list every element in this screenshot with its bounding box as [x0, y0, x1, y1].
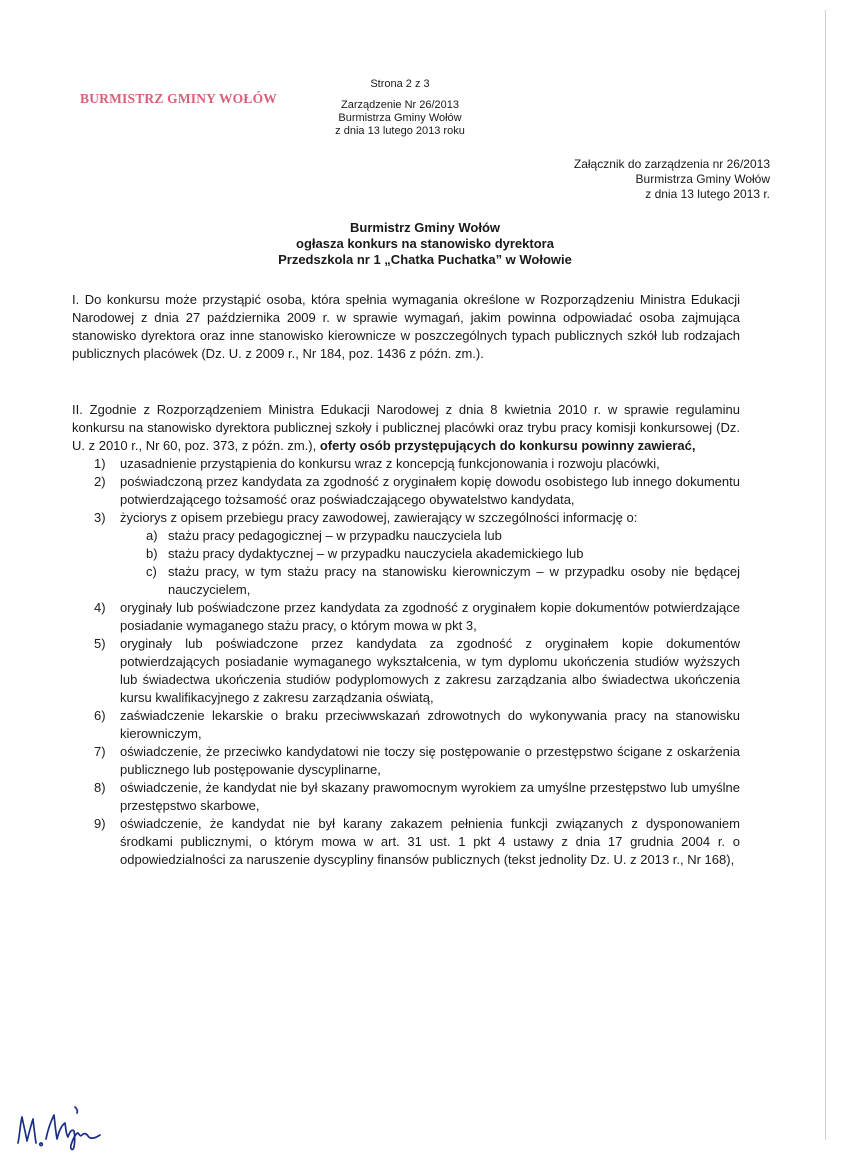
list-item: [72, 815, 740, 869]
order-date: z dnia 13 lutego 2013 roku: [335, 125, 465, 137]
handwritten-signature: [14, 1103, 124, 1153]
attachment-line-2: Burmistrza Gminy Wołów: [635, 172, 770, 186]
list-item-text: zaświadczenie lekarskie o braku przeciwwskazań zdrowotnych do wykonywania pracy na stanowisku kierowniczym,: [120, 708, 740, 741]
announcement-title: [80, 220, 770, 268]
sub-list: [120, 527, 740, 599]
list-number: 5): [94, 636, 106, 651]
attachment-note: [574, 157, 770, 202]
title-line-1: Burmistrz Gminy Wołów: [350, 220, 500, 235]
list-item: [72, 707, 740, 743]
order-number: Zarządzenie Nr 26/2013: [340, 99, 459, 111]
section-2: [72, 401, 740, 869]
sub-list-item: [120, 527, 740, 545]
sub-list-letter: c): [146, 564, 157, 579]
document-header: [300, 78, 500, 138]
list-item: [72, 473, 740, 509]
scan-edge-line: [825, 10, 826, 1140]
order-issuer: Burmistrza Gminy Wołów: [338, 112, 462, 124]
page-number: Strona 2 z 3: [370, 78, 430, 90]
sub-list-item-text: stażu pracy pedagogicznej – w przypadku nauczyciela lub: [168, 528, 502, 543]
list-item-text: oświadczenie, że kandydat nie był karany zakazem pełnienia funkcji związanych z dysponowaniem środkami publicznymi, o którym mowa w art. 31 ust. 1 pkt 4 ustawy z dnia 17 grudnia 2004 r. o odpowiedzialności za naruszenie dyscypliny finansów publicznych (tekst jednolity Dz. U. z 2013 r., Nr 168),: [120, 816, 740, 867]
section-1-paragraph: I. Do konkursu może przystąpić osoba, która spełnia wymagania określone w Rozporządzeniu Ministra Edukacji Narodowej z dnia 27 października 2009 r. w sprawie wymagań, jakim powinna odpowiadać osoba zajmująca stanowisko dyrektora oraz inne stanowisko kierownicze w poszczególnych typach publicznych szkół lub rodzajach publicznych placówek (Dz. U. z 2009 r., Nr 184, poz. 1436 z późn. zm.).: [72, 292, 740, 361]
attachment-line-3: z dnia 13 lutego 2013 r.: [645, 187, 770, 201]
list-item: [72, 635, 740, 707]
list-item-text: oryginały lub poświadczone przez kandydata za zgodność z oryginałem kopie dokumentów potwierdzających posiadanie wymaganego wykształcenia, w tym dyplomu ukończenia studiów wyższych lub świadectwa ukończenia studiów podyplomowych z zakresu zarządzania albo świadectwa ukończenia kursu kwalifikacyjnego z zakresu zarządzania oświatą,: [120, 636, 740, 705]
list-number: 7): [94, 744, 106, 759]
list-item: [72, 509, 740, 599]
list-number: 4): [94, 600, 106, 615]
list-number: 1): [94, 456, 106, 471]
sub-list-item-text: stażu pracy dydaktycznej – w przypadku nauczyciela akademickiego lub: [168, 546, 584, 561]
list-number: 3): [94, 510, 106, 525]
title-line-3: Przedszkola nr 1 „Chatka Puchatka” w Wołowie: [278, 252, 572, 267]
list-number: 8): [94, 780, 106, 795]
title-line-2: ogłasza konkurs na stanowisko dyrektora: [296, 236, 554, 251]
attachment-line-1: Załącznik do zarządzenia nr 26/2013: [573, 157, 770, 171]
section-2-intro-text: II. Zgodnie z Rozporządzeniem Ministra Edukacji Narodowej z dnia 8 kwietnia 2010 r. w sprawie regulaminu konkursu na stanowisko dyrektora publicznej szkoły i publicznej placówki oraz trybu pracy komisji konkursowej (Dz. U. z 2010 r., Nr 60, poz. 373, z późn. zm.),: [72, 402, 740, 453]
list-item: [72, 599, 740, 635]
list-item-text: oryginały lub poświadczone przez kandydata za zgodność z oryginałem kopie dokumentów potwierdzające posiadanie wymaganego stażu pracy, o którym mowa w pkt 3,: [120, 600, 740, 633]
list-item: [72, 743, 740, 779]
requirements-list: [72, 455, 740, 869]
list-number: 6): [94, 708, 106, 723]
list-number: 9): [94, 816, 106, 831]
sub-list-item: [120, 545, 740, 563]
sub-list-item-text: stażu pracy, w tym stażu pracy na stanowisku kierowniczym – w przypadku osoby nie będącej nauczycielem,: [168, 564, 740, 597]
list-item-text: oświadczenie, że przeciwko kandydatowi nie toczy się postępowanie o przestępstwo ścigane z oskarżenia publicznego lub postępowanie dyscyplinarne,: [120, 744, 740, 777]
section-2-intro: [72, 401, 740, 455]
list-item-text: oświadczenie, że kandydat nie był skazany prawomocnym wyrokiem za umyślne przestępstwo lub umyślne przestępstwo skarbowe,: [120, 780, 740, 813]
list-item-text: poświadczoną przez kandydata za zgodność z oryginałem kopię dowodu osobistego lub innego dokumentu potwierdzającego tożsamość oraz poświadczającego obywatelstwo kandydata,: [120, 474, 740, 507]
sub-list-letter: a): [146, 528, 158, 543]
section-2-intro-bold: oferty osób przystępujących do konkursu powinny zawierać,: [319, 438, 696, 453]
list-item: [72, 779, 740, 815]
list-item: [72, 455, 740, 473]
mayor-stamp: BURMISTRZ GMINY WOŁÓW: [80, 91, 277, 106]
sub-list-letter: b): [146, 546, 158, 561]
list-item-text: życiorys z opisem przebiegu pracy zawodowej, zawierający w szczególności informację o:: [120, 510, 638, 525]
list-item-text: uzasadnienie przystąpienia do konkursu wraz z koncepcją funkcjonowania i rozwoju placówki,: [120, 456, 660, 471]
sub-list-item: [120, 563, 740, 599]
list-number: 2): [94, 474, 106, 489]
